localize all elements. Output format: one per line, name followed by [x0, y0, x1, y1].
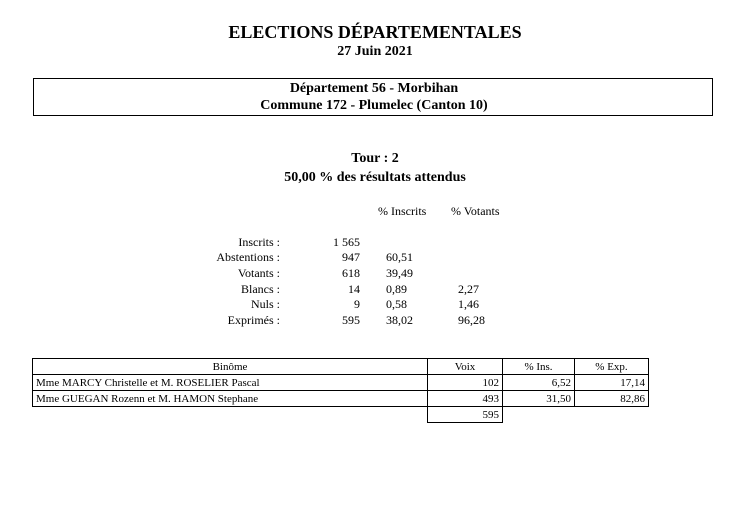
table-row: [33, 391, 649, 407]
total-spacer: [575, 407, 649, 423]
pct-exp-cell: 17,14: [575, 375, 649, 391]
voix-cell: 102: [428, 375, 503, 391]
binome-header: Binôme: [33, 359, 428, 375]
departement-label: Département 56 - Morbihan: [289, 81, 459, 96]
stat-row-blancs: [0, 282, 750, 298]
stat-label: Blancs :: [241, 282, 280, 296]
stat-pct-votants: 1,46: [458, 297, 479, 311]
results-header-row: [33, 359, 649, 375]
pct-exp-header: % Exp.: [575, 359, 649, 375]
stat-label: Abstentions :: [216, 250, 280, 264]
stat-count: 9: [354, 297, 360, 311]
stat-pct-votants: 96,28: [458, 313, 485, 327]
total-row: [33, 407, 649, 423]
stat-count: 947: [342, 250, 360, 264]
stat-label: Nuls :: [250, 297, 280, 311]
stat-pct-inscrits: 0,89: [386, 282, 407, 296]
binome-cell: Mme GUEGAN Rozenn et M. HAMON Stephane: [33, 391, 428, 407]
page-title: ELECTIONS DÉPARTEMENTALES: [228, 22, 522, 42]
binome-cell: Mme MARCY Christelle et M. ROSELIER Pascal: [33, 375, 428, 391]
stat-count: 595: [342, 313, 360, 327]
stat-row-inscrits: [0, 235, 750, 251]
stat-count: 618: [342, 266, 360, 280]
commune-label: Commune 172 - Plumelec (Canton 10): [260, 98, 488, 113]
stat-label: Exprimés :: [227, 313, 280, 327]
results-expected-label: 50,00 % des résultats attendus: [284, 170, 466, 185]
pct-ins-cell: 31,50: [503, 391, 575, 407]
total-spacer: [503, 407, 575, 423]
stat-count: 1 565: [333, 235, 360, 249]
stat-row-exprimes: [0, 313, 750, 329]
stat-row-votants: [0, 266, 750, 282]
stat-pct-inscrits: 39,49: [386, 266, 413, 280]
total-spacer: [33, 407, 428, 423]
stat-count: 14: [348, 282, 360, 296]
pct-inscrits-header: % Inscrits: [378, 204, 427, 218]
results-table: [32, 358, 649, 423]
voix-header: Voix: [428, 359, 503, 375]
election-date: 27 Juin 2021: [337, 44, 413, 59]
stat-pct-inscrits: 38,02: [386, 313, 413, 327]
location-box: [33, 78, 713, 116]
pct-ins-header: % Ins.: [503, 359, 575, 375]
total-voix-cell: 595: [428, 407, 503, 423]
voix-cell: 493: [428, 391, 503, 407]
table-row: [33, 375, 649, 391]
tour-label: Tour : 2: [351, 151, 399, 166]
pct-ins-cell: 6,52: [503, 375, 575, 391]
stat-label: Inscrits :: [238, 235, 280, 249]
stat-row-abstentions: [0, 250, 750, 266]
stat-label: Votants :: [237, 266, 280, 280]
pct-exp-cell: 82,86: [575, 391, 649, 407]
stat-pct-votants: 2,27: [458, 282, 479, 296]
stat-pct-inscrits: 60,51: [386, 250, 413, 264]
stat-pct-inscrits: 0,58: [386, 297, 407, 311]
pct-votants-header: % Votants: [451, 204, 500, 218]
stat-row-nuls: [0, 297, 750, 313]
